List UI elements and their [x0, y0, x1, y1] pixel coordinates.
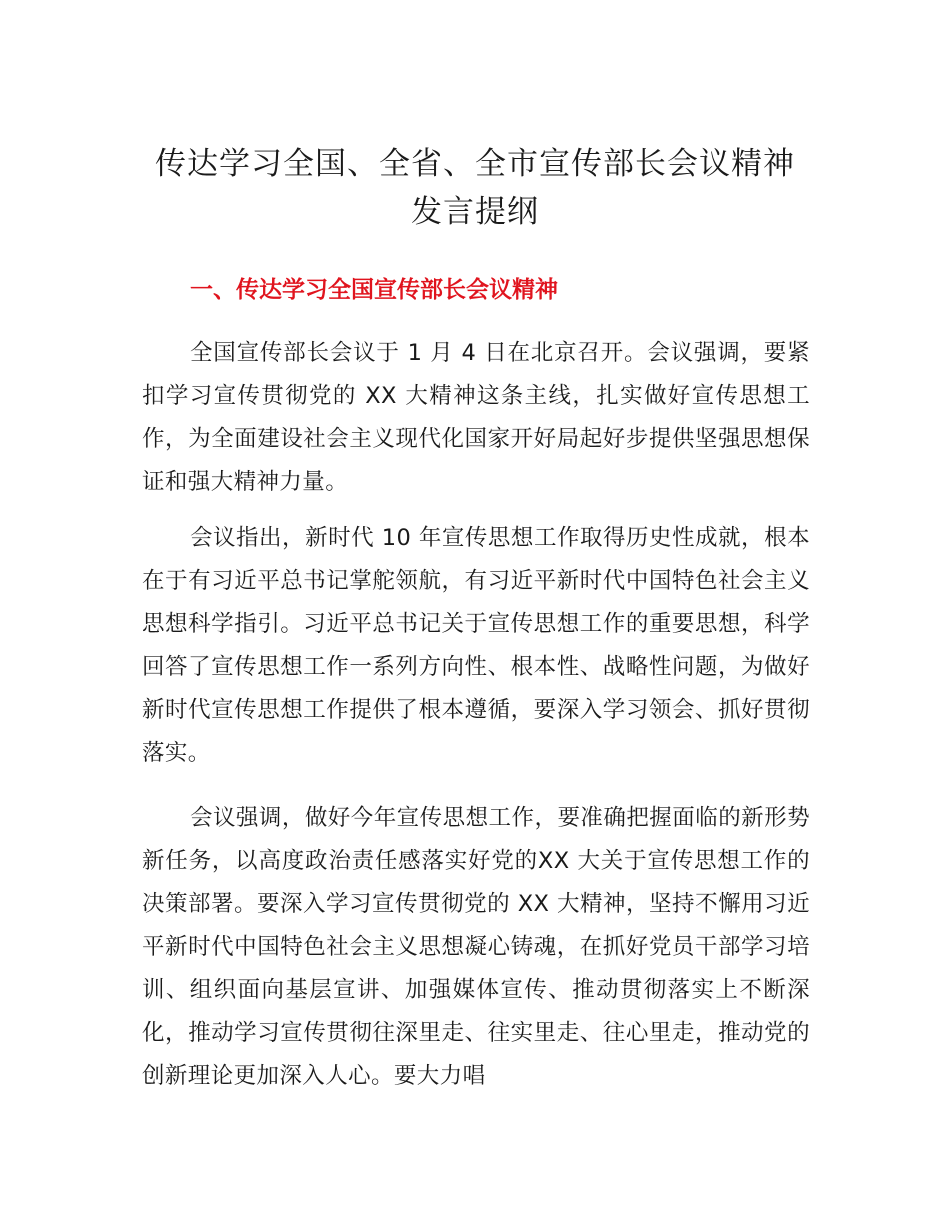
document-title: 传达学习全国、全省、全市宣传部长会议精神发言提纲 [155, 146, 795, 230]
paragraph-1: 全国宣传部长会议于 1 月 4 日在北京召开。会议强调，要紧扣学习宣传贯彻党的 XX 大精神这条主线，扎实做好宣传思想工作，为全面建设社会主义现代化国家开好局起好步提供坚强思想保证和强大精神力量。 [142, 340, 810, 495]
paragraph-3: 会议强调，做好今年宣传思想工作，要准确把握面临的新形势新任务，以高度政治责任感落实好党的XX 大关于宣传思想工作的决策部署。要深入学习宣传贯彻党的 XX 大精神，坚持不懈用习近平新时代中国特色社会主义思想凝心铸魂，在抓好党员干部学习培训、组织面向基层宣讲、加强媒体宣传、推动贯彻落实上不断深化，推动学习宣传贯彻往深里走、往实里走、往心里走，推动党的创新理论更加深入人心。要大力唱 [142, 805, 810, 1089]
section-heading: 一、传达学习全国宣传部长会议精神 [190, 277, 558, 303]
paragraph-2: 会议指出，新时代 10 年宣传思想工作取得历史性成就，根本在于有习近平总书记掌舵领航，有习近平新时代中国特色社会主义思想科学指引。习近平总书记关于宣传思想工作的重要思想，科学回答了宣传思想工作一系列方向性、根本性、战略性问题，为做好新时代宣传思想工作提供了根本遵循，要深入学习领会、抓好贯彻落实。 [142, 525, 810, 766]
